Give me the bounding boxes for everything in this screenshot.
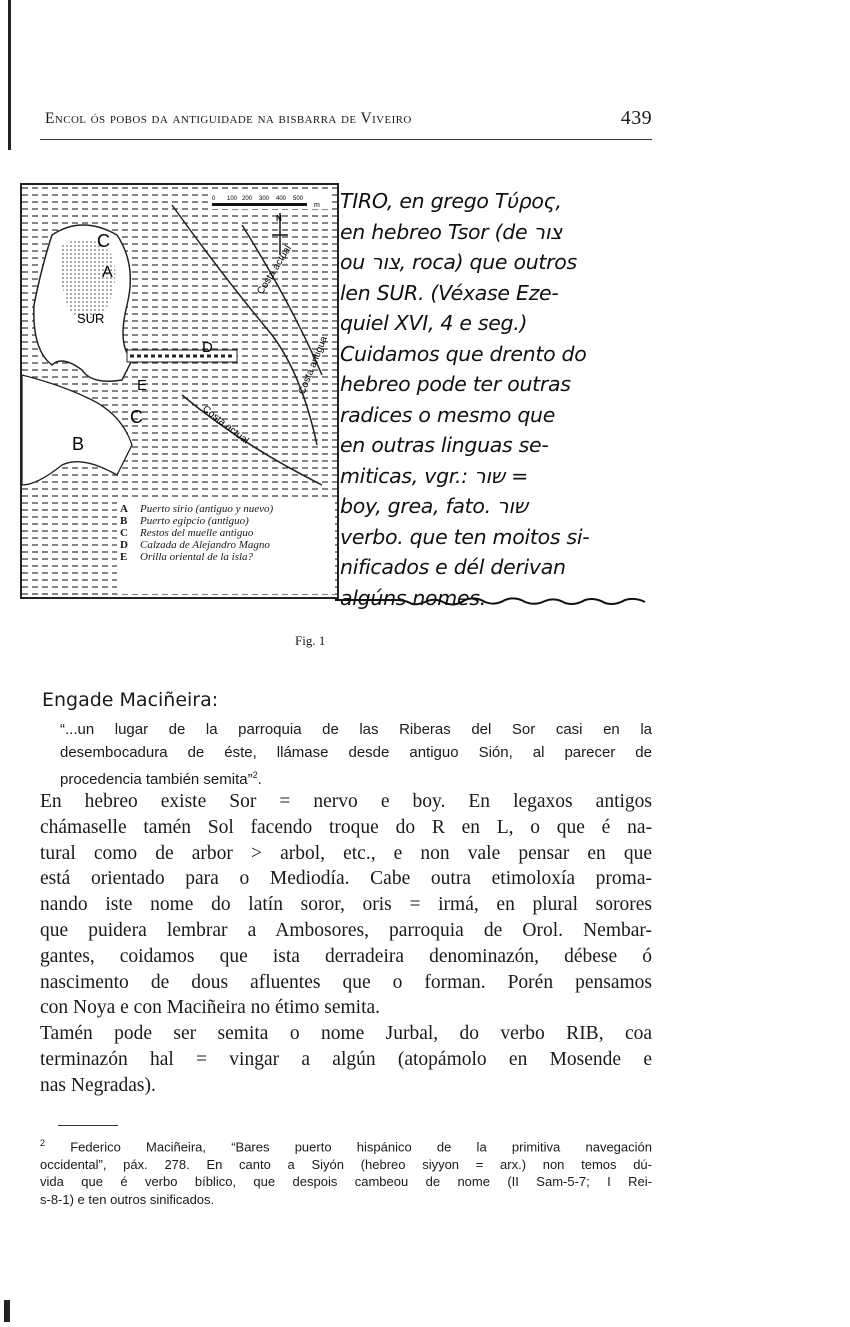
legend-row: A Puerto sirio (antiguo y nuevo) (120, 503, 274, 515)
legend-row: B Puerto egipcio (antiguo) (120, 515, 249, 527)
map-letter: B (72, 434, 85, 454)
header-rule (40, 139, 652, 140)
map-coast-label: Costa actual (200, 403, 251, 447)
note-line: len SUR. (Véxase Eze- (340, 280, 559, 305)
legend-row: C Restos del muelle antiguo (120, 527, 254, 539)
footnote-line: vida que é verbo bíblico, que despois cambeou de nome (II Sam-5-7; I Rei- (40, 1174, 652, 1190)
map-coast-label: Costa antigua (296, 334, 330, 397)
running-title: Encol ós pobos da antiguidade na bisbarra de Viveiro (45, 110, 412, 127)
footnote-line: s-8-1) e ten outros sinificados. (40, 1191, 215, 1207)
note-line: en outras linguas se- (340, 433, 549, 457)
map-scale-tick: 400 (276, 196, 287, 202)
map-coast-label: Costa actual (255, 243, 295, 297)
map-scale-tick: 100 (227, 196, 238, 202)
body-line: que puidera lembrar a Ambosores, parroquia de Orol. Nembar- (40, 919, 652, 941)
body-line: terminazón hal = vingar a algún (atopámolo en Mosende e (40, 1048, 652, 1070)
note-line: hebreo pode ter outras (340, 372, 571, 396)
note-line: Cuidamos que drento do (340, 341, 587, 366)
note-squiggle (335, 594, 675, 608)
map-letter: C (130, 407, 143, 427)
footnote-line: $^2$ Federico Maciñeira, “Bares puerto hispánico de la primitiva navegación (40, 1138, 652, 1155)
note-line: en hebreo Tsor (de צור (340, 219, 562, 244)
map-scale-tick: 0 (212, 196, 216, 202)
note-line: algúns nomes. (340, 585, 486, 610)
quote-line: desembocadura de éste, llámase desde antiguo Sión, al parecer de (60, 744, 652, 761)
page-binding-edge (8, 0, 11, 150)
map-legend (120, 503, 335, 563)
body-line: nando iste nome do latín soror, oris = irmá, en plural sorores (40, 894, 652, 916)
body-line: Tamén pode ser semita o nome Jurbal, do verbo RIB, coa (40, 1023, 652, 1045)
map-letter: D (202, 339, 213, 356)
note-line: verbo. que ten moitos si- (340, 524, 590, 549)
body-line: tural como de arbor > arbol, etc., e non vale pensar en que (40, 842, 652, 864)
footnote-rule (58, 1125, 118, 1126)
body-text (40, 789, 652, 1099)
north-label: N (276, 214, 282, 223)
quote-line: “...un lugar de la parroquia de las Riberas del Sor casi en la (60, 721, 652, 738)
footnote-number: 2 (40, 1138, 46, 1148)
note-line: miticas, vgr.: שור = (340, 463, 528, 488)
note-line: TIRO, en grego Τύρος, (340, 189, 562, 213)
figure-caption: Fig. 1 (295, 633, 326, 648)
body-line: nas Negradas). (40, 1074, 156, 1096)
map-label-sur: SUR (77, 311, 105, 326)
map-letter: E (137, 377, 148, 394)
body-line: nascimento de dous afluentes que o forman. Porén pensamos (40, 971, 652, 993)
block-quote (60, 718, 652, 791)
body-line: con Noya e con Maciñeira no étimo semita. (40, 997, 381, 1019)
note-line: nificados e dél derivan (340, 555, 566, 579)
scan-corner-mark (4, 1300, 10, 1322)
map-scale-tick: 200 (242, 196, 253, 202)
note-line: radices o mesmo que (340, 402, 556, 427)
footnote-line: occidental”, páx. 278. En canto a Siyón (hebreo siyyon = arx.) non temos dú- (40, 1156, 652, 1172)
handwritten-note (340, 186, 655, 613)
footnote-ref: 2 (252, 770, 258, 780)
footnote (40, 1135, 652, 1208)
body-line: está orientado para o Mediodía. Cabe outra etimoloxía proma- (40, 868, 652, 890)
body-line: gantes, coidamos que ista derradeira denominazón, débese ó (40, 945, 652, 967)
running-header (40, 107, 652, 131)
map-scale-tick: m (314, 202, 320, 209)
map-scale-tick: 300 (259, 196, 270, 202)
quote-line-last: procedencia también semita”$^2$. (60, 770, 262, 788)
note-line: boy, grea, fato. שור (340, 494, 528, 518)
map-scale-tick: 500 (293, 196, 304, 202)
note-line: ou צור, roca) que outros (340, 250, 577, 274)
note-line: quiel XVI, 4 e seg.) (340, 311, 528, 335)
body-line: En hebreo existe Sor = nervo e boy. En legaxos antigos (40, 791, 652, 812)
legend-row: E Orilla oriental de la isla? (120, 551, 254, 563)
body-line: chámaselle tamén Sol facendo troque do R en L, o que é na- (40, 816, 652, 838)
legend-row: D Calzada de Alejandro Magno (120, 539, 270, 551)
page-number: 439 (620, 107, 652, 129)
intro-line: Engade Maciñeira: (42, 689, 219, 711)
map-letter: A (102, 264, 113, 281)
map-letter: C (97, 231, 110, 251)
